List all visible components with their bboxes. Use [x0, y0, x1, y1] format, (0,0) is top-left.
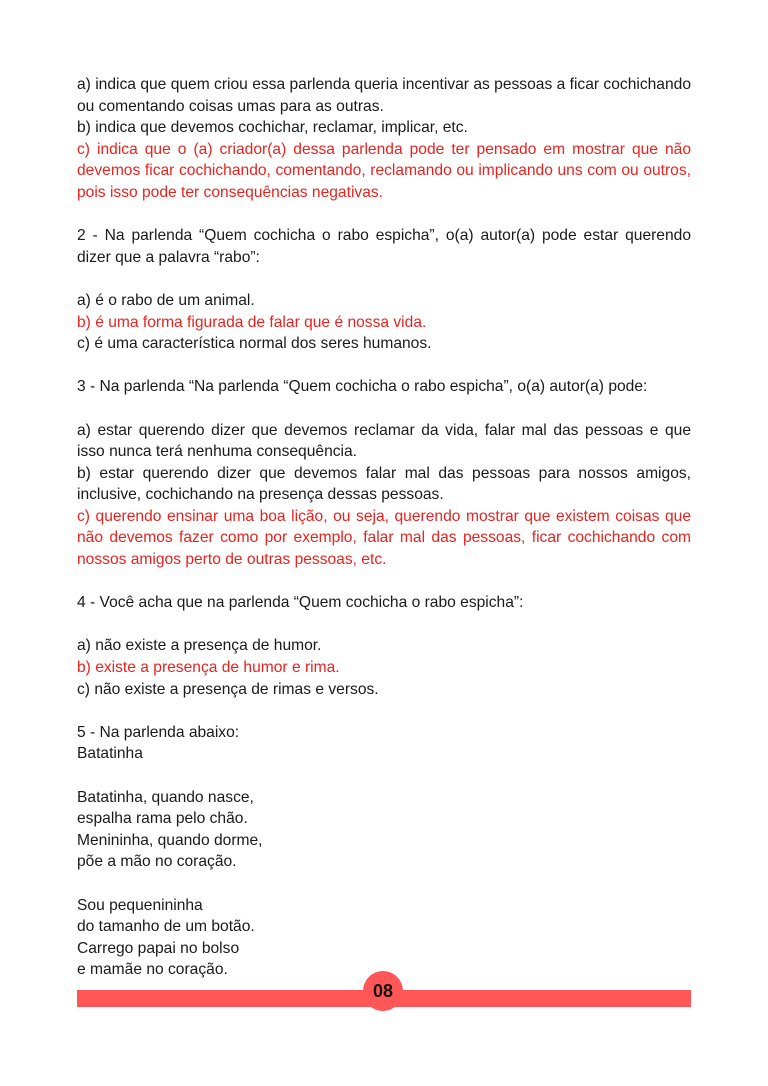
q3-option-b: b) estar querendo dizer que devemos falar mal das pessoas para nossos amigos, inclusive, cochichando na presença dessas pessoas.: [77, 464, 691, 504]
page-number: 08: [363, 971, 403, 1011]
q5-question: 5 - Na parlenda abaixo:: [77, 723, 240, 741]
poem-line: do tamanho de um botão.: [77, 918, 255, 936]
poem-line: põe a mão no coração.: [77, 853, 237, 871]
q4-option-b-answer: b) existe a presença de humor e rima.: [77, 659, 340, 677]
q1-option-a: a) indica que quem criou essa parlenda queria incentivar as pessoas a ficar cochichando ou comentando coisas umas para as outras.: [77, 76, 691, 115]
poem-line: espalha rama pelo chão.: [77, 810, 248, 828]
poem-line: Batatinha, quando nasce,: [77, 788, 254, 806]
poem-line: e mamãe no coração.: [77, 961, 228, 979]
q1-option-c-answer: c) indica que o (a) criador(a) dessa parlenda pode ter pensado em mostrar que não devemos ficar cochichando, comentando, reclamando ou implicando uns com ou outros, pois isso pode ter consequências negativas.: [77, 140, 691, 201]
q3-option-a: a) estar querendo dizer que devemos reclamar da vida, falar mal das pessoas e que isso nunca terá nenhuma consequência.: [77, 421, 691, 461]
q2-option-c: c) é uma característica normal dos seres humanos.: [77, 335, 432, 353]
poem-line: Menininha, quando dorme,: [77, 831, 263, 849]
page-content: [77, 74, 691, 981]
q1-option-b: b) indica que devemos cochichar, reclamar, implicar, etc.: [77, 119, 468, 137]
q4-question: 4 - Você acha que na parlenda “Quem cochicha o rabo espicha”:: [77, 594, 524, 612]
q4-option-a: a) não existe a presença de humor.: [77, 637, 322, 655]
poem-line: Carrego papai no bolso: [77, 939, 240, 957]
q2-option-b-answer: b) é uma forma figurada de falar que é nossa vida.: [77, 313, 427, 331]
q4-option-c: c) não existe a presença de rimas e versos.: [77, 680, 379, 698]
poem-line: Sou pequenininha: [77, 896, 203, 914]
page-number-badge: [351, 966, 415, 1016]
q2-option-a: a) é o rabo de um animal.: [77, 291, 255, 309]
poem-title: Batatinha: [77, 745, 143, 763]
q3-option-c-answer: c) querendo ensinar uma boa lição, ou seja, querendo mostrar que existem coisas que não devemos fazer como por exemplo, falar mal das pessoas, ficar cochichando com nossos amigos perto de outras pessoas, etc.: [77, 507, 691, 569]
q3-question: 3 - Na parlenda “Na parlenda “Quem cochicha o rabo espicha”, o(a) autor(a) pode:: [77, 378, 648, 396]
q2-question: 2 - Na parlenda “Quem cochicha o rabo espicha”, o(a) autor(a) pode estar querendo dizer que a palavra “rabo”:: [77, 227, 691, 266]
